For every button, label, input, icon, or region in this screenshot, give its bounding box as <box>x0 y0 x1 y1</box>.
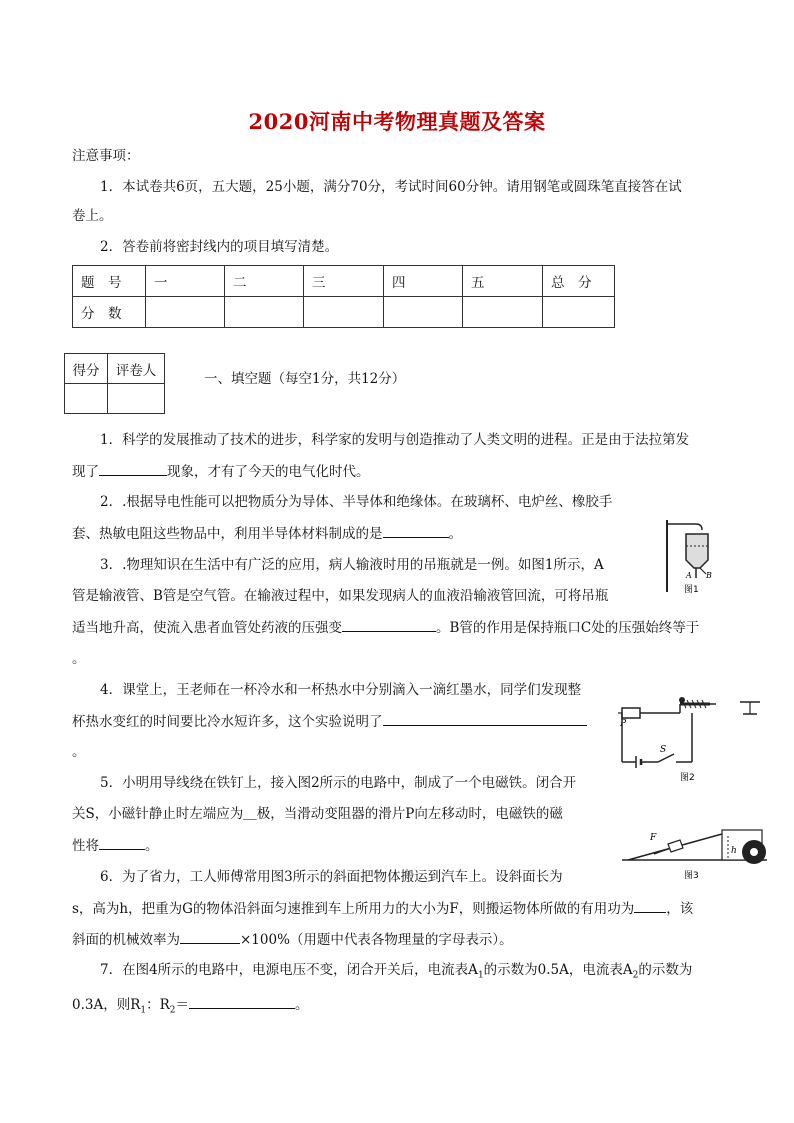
q3-line-4: 。 <box>72 651 86 667</box>
q7-answer-blank[interactable] <box>189 994 295 1009</box>
figure-1-caption: 图1 <box>684 585 699 595</box>
q7-line-1: 7．在图4所示的电路中，电源电压不变，闭合开关后，电流表$A_1$的示数为0.5A，电流表$A_2$的示数为 <box>100 962 693 981</box>
score-header-cell: 总 分 <box>543 266 615 297</box>
q4-line-1: 4．课堂上，王老师在一杯冷水和一杯热水中分别滴入一滴红墨水，同学们发现整 <box>100 682 582 698</box>
q2-line-2: 套、热敏电阻这些物品中，利用半导体材料制成的是 。 <box>72 523 462 544</box>
notice-heading: 注意事项： <box>72 148 140 164</box>
notice-item-2: 2．答卷前将密封线内的项目填写清楚。 <box>100 239 339 255</box>
figure-3-incline <box>622 820 772 886</box>
score-header-cell: 四 <box>384 266 463 297</box>
q1-line-1: 1．科学的发展推动了技术的进步，科学家的发明与创造推动了人类文明的进程。正是由于法拉第发 <box>100 432 690 448</box>
grader-table <box>64 353 165 414</box>
notice-item-1-line-2: 卷上。 <box>72 208 113 224</box>
notice-item-1-line-1: 1．本试卷共6页，五大题，25小题，满分70分，考试时间60分钟。请用钢笔或圆珠笔直接答在试 <box>100 179 682 195</box>
score-header-cell: 一 <box>146 266 225 297</box>
figure-2-caption: 图2 <box>680 773 695 783</box>
score-cell[interactable] <box>463 297 543 328</box>
score-row-label: 分 数 <box>73 297 146 328</box>
score-cell[interactable] <box>384 297 463 328</box>
figure-1-iv-bottle <box>660 516 716 596</box>
figure-3-label-h: h <box>731 846 737 856</box>
score-table <box>72 265 615 328</box>
score-header-cell: 题 号 <box>73 266 146 297</box>
score-header-cell: 五 <box>463 266 543 297</box>
grader-score-cell[interactable] <box>65 384 108 414</box>
grader-score-label: 得分 <box>65 354 108 384</box>
figure-2-circuit <box>612 690 767 786</box>
section-1-heading: 一、填空题（每空1分，共12分） <box>204 371 406 387</box>
q5-answer-blank[interactable] <box>99 835 145 850</box>
score-cell[interactable] <box>543 297 615 328</box>
figure-3-label-f: F <box>650 833 657 843</box>
q3-line-1: 3．.物理知识在生活中有广泛的应用，病人输液时用的吊瓶就是一例。如图1所示，A <box>100 557 604 573</box>
q5-line-3: 性将 。 <box>72 835 159 856</box>
q6-line-3: 斜面的机械效率为 ×100%（用题中代表各物理量的字母表示）。 <box>72 929 513 950</box>
q4-line-3: 。 <box>72 744 86 760</box>
page-title: 2020河南中考物理真题及答案 <box>248 109 546 134</box>
grader-name-cell[interactable] <box>108 384 165 414</box>
q1-line-2: 现了 现象，才有了今天的电气化时代。 <box>72 461 370 482</box>
q5-line-2: 关S，小磁针静止时左端应为＿极，当滑动变阻器的滑片P向左移动时，电磁铁的磁 <box>72 806 563 822</box>
grader-name-label: 评卷人 <box>108 354 165 384</box>
q1-answer-blank[interactable] <box>99 461 167 476</box>
q5-line-1: 5．小明用导线绕在铁钉上，接入图2所示的电路中，制成了一个电磁铁。闭合开 <box>100 775 577 791</box>
q3-line-3: 适当地升高，使流入患者血管处药液的压强变 。B管的作用是保持瓶口C处的压强始终等于 <box>72 617 699 638</box>
figure-2-label-s: S <box>660 745 667 755</box>
q2-line-1: 2．.根据导电性能可以把物质分为导体、半导体和绝缘体。在玻璃杯、电炉丝、橡胶手 <box>100 494 613 510</box>
q6-answer-blank-2[interactable] <box>180 929 240 944</box>
q6-line-2: s，高为h，把重为G的物体沿斜面匀速推到车上所用力的大小为F，则搬运物体所做的有用功为 ，该 <box>72 898 693 919</box>
score-cell[interactable] <box>146 297 225 328</box>
q4-answer-blank[interactable] <box>383 711 587 726</box>
score-header-cell: 三 <box>304 266 384 297</box>
score-cell[interactable] <box>225 297 304 328</box>
figure-1-label-b: B <box>706 571 712 580</box>
score-cell[interactable] <box>304 297 384 328</box>
score-table-score-row <box>73 297 615 328</box>
q6-answer-blank-1[interactable] <box>634 898 666 913</box>
score-table-header-row <box>73 266 615 297</box>
q6-line-1: 6．为了省力，工人师傅常用图3所示的斜面把物体搬运到汽车上。设斜面长为 <box>100 869 563 885</box>
figure-3-caption: 图3 <box>684 871 699 881</box>
figure-1-label-a: A <box>686 571 692 580</box>
q7-line-2: 0.3A，则$R_1$：$R_2=$ 。 <box>72 994 309 1021</box>
score-header-cell: 二 <box>225 266 304 297</box>
q2-answer-blank[interactable] <box>383 523 449 538</box>
q3-line-2: 管是输液管、B管是空气管。在输液过程中，如果发现病人的血液沿输液管回流，可将吊瓶 <box>72 588 609 604</box>
q3-answer-blank-1[interactable] <box>342 617 436 632</box>
q4-line-2: 杯热水变红的时间要比冷水短许多，这个实验说明了 <box>72 711 587 732</box>
figure-2-label-p: P <box>620 719 627 729</box>
